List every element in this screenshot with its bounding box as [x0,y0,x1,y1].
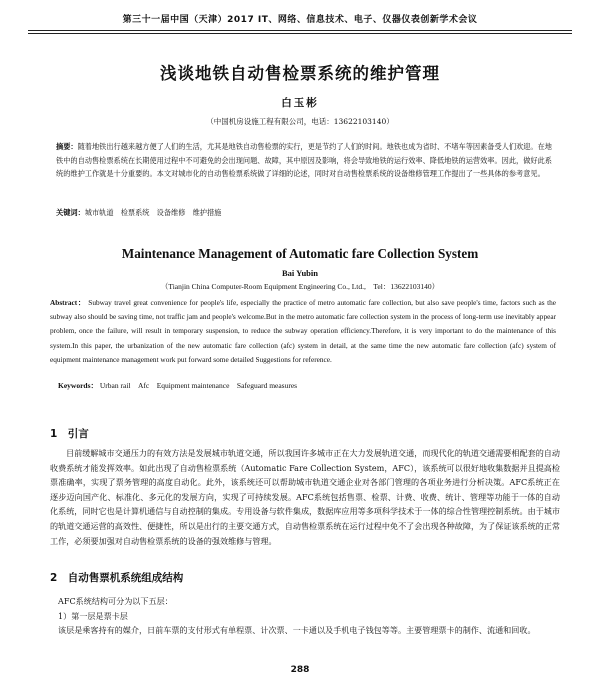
english-author: Bai Yubin [282,268,318,278]
chinese-keywords-text: 城市轨道 检票系统 设备维修 维护措施 [84,208,222,217]
english-keywords-text: Urban rail Afc Equipment maintenance Safeguard measures [99,381,298,390]
page-number: 288 [290,665,310,675]
header-rule-thin [28,33,572,34]
chinese-affiliation: （中国机房设施工程有限公司，电话：13622103140） [206,117,394,126]
english-title: Maintenance Management of Automatic fare Collection System [121,246,479,261]
running-header: 第三十一届中国（天津）2017 IT、网络、信息技术、电子、仪器仪表创新学术会议 [122,15,478,25]
chinese-keywords-label: 关键词： [56,208,85,217]
english-abstract-label: Abstract： [50,298,86,307]
english-keywords [58,380,556,391]
section-2-line-1: AFC系统结构可分为以下五层： [58,596,173,606]
chinese-keywords [56,208,556,218]
chinese-title: 浅谈地铁自动售检票系统的维护管理 [160,64,440,83]
chinese-abstract [56,140,556,181]
section-1-heading: 1 引言 [50,428,89,440]
chinese-abstract-label: 摘要： [56,142,78,151]
chinese-abstract-text: 随着地铁出行越来越方便了人们的生活，尤其是地铁自动售检票的实行，更是节约了人们的时间。地铁也成为省时、不堵车等因素备受人们欢迎。在地铁中的自动售检票系统在长期使用过程中不可避免的会出现问题、故障，其中原因及影响，将会导致地铁的运行效率、降低地铁的运营效率。因此，做好此系统的维护工作就是十分重要的。本文对城市化的自动售检票系统做了详细的论述，同时对自动售检票系统的设备维修管理工作提出了一些具体的参考意见。 [56,142,552,179]
section-2-line-3: 该层是乘客持有的媒介，日前车票的支付形式有单程票、计次票、一卡通以及手机电子钱包等等。主要管理票卡的制作、流通和回收。 [58,625,536,636]
english-abstract [50,296,556,367]
section-1-body: 目前缓解城市交通压力的有效方法是发展城市轨道交通，所以我国许多城市正在大力发展轨道交通，而现代化的轨道交通需要相配套的自动收费系统才能发挥效率。如此出现了自动售检票系统（Automatic Fare Collection System，AFC），该系统可以很好地收集数据并且提高检票准确率，实现了票务管理的高度自动化。此外，该系统还可以帮助城市轨道交通企业对各部门管理的各项业务进行分析决策。AFC系统正在逐步迈向国产化、标准化、多元化的发展方向，实现了可持续发展。AFC系统包括售票、检票、计费、收费、统计、管理等功能于一体的自动化系统，同时它也是计算机通信与自动控制的集成。专用设备与软件集成，数据库应用等多项科学技术于一体的综合性管理控制系统。由于城市的轨道交通运营的高效性、便捷性，所以是出行的主要交通方式，自动售检票系统在运行过程中免不了会出现各种故障，为了保证该系统的正常工作，必须要加强对自动售检票系统的设备的强效维修与管理。 [50,448,560,546]
header-rule [28,30,572,31]
english-keywords-label: Keywords： [58,381,98,390]
section-2-line-2: 1）第一层是票卡层 [58,610,128,621]
english-affiliation: （Tianjin China Computer-Room Equipment Engineering Co., Ltd., Tel：13622103140） [160,282,440,291]
section-2-heading: 2 自动售票机系统组成结构 [50,572,184,584]
english-abstract-text: Subway travel great convenience for people's life, especially the practice of metro automatic fare collection, but also save people's time, factors such as the subway also should be saving time, not traffic jam and people's welcome.But in the metro automatic fare collection system in the process of long-term use inevitably appear problem, once the failure, will result in temporary suspension, to reduce the subway operation efficiency.Therefore, it is very important to do the maintenance of this system.In this paper, the urbanization of the new automatic fare collection (afc) system in detail, at the same time the new automatic fare collection (afc) system of equipment maintenance management work put forward some detailed Suggestions for reference. [50,298,556,364]
section-2-body [50,594,560,638]
chinese-author: 白玉彬 [281,97,319,109]
